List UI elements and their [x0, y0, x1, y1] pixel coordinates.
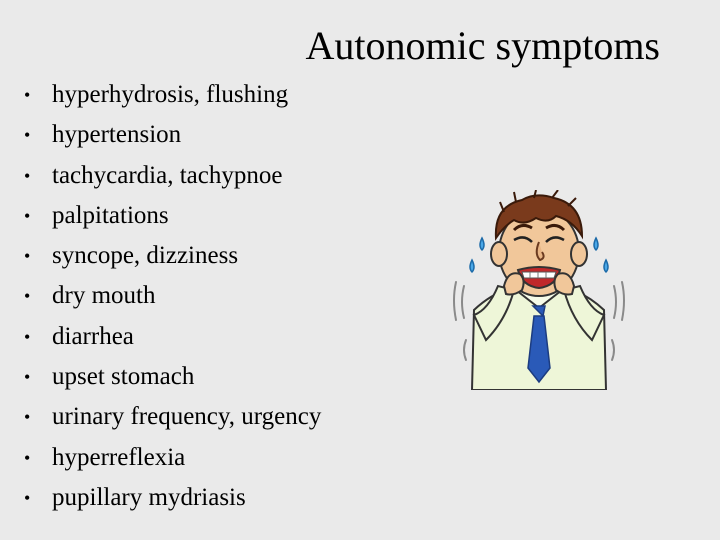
bullet-text: palpitations	[52, 201, 169, 229]
bullet-text: hyperreflexia	[52, 443, 186, 471]
bullet-list	[24, 78, 321, 521]
bullet-glyph: •	[24, 125, 31, 146]
list-item	[24, 279, 321, 319]
list-item	[24, 400, 321, 440]
list-item	[24, 199, 321, 239]
list-item	[24, 239, 321, 279]
anxious-man-icon	[444, 190, 634, 390]
list-item	[24, 320, 321, 360]
list-item	[24, 360, 321, 400]
bullet-text: urinary frequency, urgency	[52, 403, 322, 431]
bullet-glyph: •	[24, 447, 31, 468]
bullet-glyph: •	[24, 286, 31, 307]
bullet-glyph: •	[24, 246, 31, 267]
bullet-glyph: •	[24, 487, 31, 508]
list-item	[24, 441, 321, 481]
bullet-glyph: •	[24, 205, 31, 226]
bullet-text: dry mouth	[52, 282, 156, 310]
bullet-text: tachycardia, tachypnoe	[52, 161, 283, 189]
bullet-glyph: •	[24, 165, 31, 186]
bullet-text: diarrhea	[52, 322, 134, 350]
list-item	[24, 159, 321, 199]
bullet-text: hyperhydrosis, flushing	[52, 81, 289, 108]
slide-title: Autonomic symptoms	[305, 23, 660, 68]
list-item	[24, 481, 321, 521]
list-item	[24, 78, 321, 118]
bullet-glyph: •	[24, 367, 31, 388]
bullet-text: pupillary mydriasis	[52, 483, 246, 511]
bullet-text: syncope, dizziness	[52, 242, 239, 270]
bullet-glyph: •	[24, 326, 31, 347]
bullet-glyph: •	[24, 407, 31, 428]
bullet-glyph: •	[24, 85, 31, 105]
list-item	[24, 118, 321, 158]
bullet-text: upset stomach	[52, 363, 195, 391]
bullet-text: hypertension	[52, 121, 182, 149]
